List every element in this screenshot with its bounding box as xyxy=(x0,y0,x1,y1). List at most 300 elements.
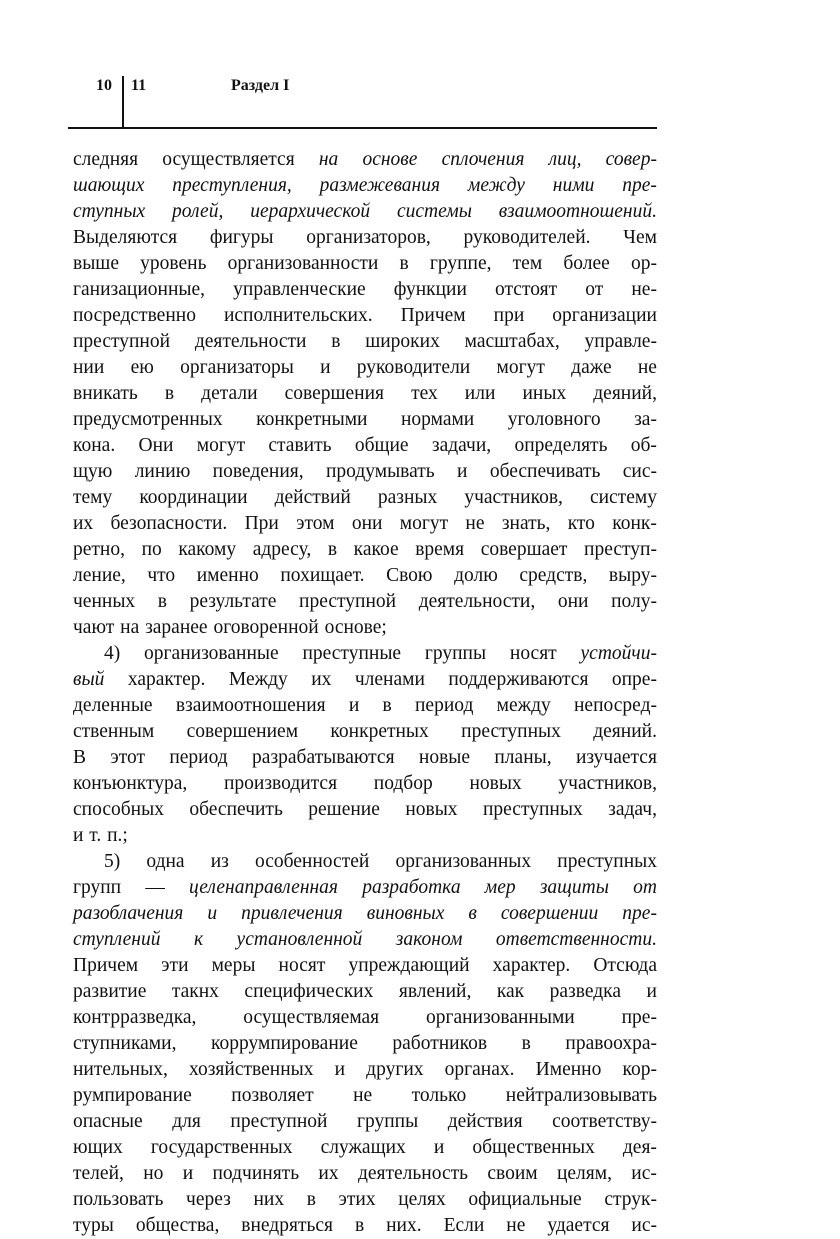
text-line xyxy=(73,1031,657,1057)
word: эти xyxy=(161,955,189,976)
word: и xyxy=(457,461,468,482)
word: взаимоотношения xyxy=(175,695,326,716)
word: обеспечивать xyxy=(489,461,601,482)
word: следняя xyxy=(73,149,139,170)
word: решение xyxy=(308,799,380,820)
text-line xyxy=(73,875,657,901)
word: управленческие xyxy=(233,279,366,300)
word: организованных xyxy=(395,851,532,872)
text-line xyxy=(73,173,657,199)
word: задачи, xyxy=(431,435,492,456)
word: тему xyxy=(73,487,113,508)
word: целях xyxy=(398,1189,446,1210)
text-line xyxy=(73,381,657,407)
text-line xyxy=(73,1213,657,1239)
word: что xyxy=(147,565,176,586)
word: телей, xyxy=(73,1163,124,1184)
word: нии xyxy=(73,357,105,378)
word: детали xyxy=(201,383,258,404)
word: ступниками, xyxy=(73,1033,177,1054)
word: ление, xyxy=(73,565,126,586)
word: общие xyxy=(354,435,409,456)
word: нительных, xyxy=(73,1059,168,1080)
word: сис- xyxy=(622,461,657,482)
word: внедряться xyxy=(241,1215,333,1236)
italic-word: пре- xyxy=(622,903,657,924)
word: своим xyxy=(487,1163,538,1184)
text-line xyxy=(73,719,657,745)
italic-word: размежевания xyxy=(319,175,441,196)
text-line xyxy=(73,329,657,355)
word: них. xyxy=(386,1215,422,1236)
word: непосред- xyxy=(574,695,657,716)
word: руководителей. xyxy=(463,227,591,248)
word: даже xyxy=(571,357,612,378)
word: 5) xyxy=(104,851,121,872)
word: ретно, xyxy=(73,539,125,560)
italic-word: целенаправленная xyxy=(189,877,338,898)
word: ганизационные, xyxy=(73,279,206,300)
word: участников, xyxy=(464,487,563,508)
word: характер. xyxy=(492,955,571,976)
word: не xyxy=(637,357,657,378)
text-line xyxy=(73,745,657,771)
word: преступные xyxy=(302,643,402,664)
word: ею xyxy=(130,357,154,378)
italic-word: в xyxy=(468,903,477,924)
word: меры xyxy=(211,955,256,976)
word: Именно xyxy=(535,1059,602,1080)
word: планы, xyxy=(494,747,552,768)
word: вникать xyxy=(73,383,138,404)
word: заранее xyxy=(145,617,208,638)
word: тем xyxy=(512,253,543,274)
text-line xyxy=(73,901,657,927)
word: деленные xyxy=(73,695,153,716)
word: организации xyxy=(552,305,657,326)
text-line xyxy=(73,641,657,667)
word: Если xyxy=(443,1215,485,1236)
word: именно xyxy=(196,565,259,586)
text-line xyxy=(73,693,657,719)
text-line xyxy=(73,771,657,797)
word: способных xyxy=(73,799,164,820)
word: уровень xyxy=(140,253,207,274)
word: могут xyxy=(196,435,246,456)
header-vertical-rule xyxy=(122,76,124,128)
word: совершения xyxy=(284,383,384,404)
word: государственных xyxy=(150,1137,293,1158)
word: они xyxy=(557,591,589,612)
word: Чем xyxy=(623,227,657,248)
word: руководители xyxy=(356,357,471,378)
word: выру- xyxy=(608,565,657,586)
word: этом xyxy=(296,513,335,534)
word: ственным xyxy=(73,721,155,742)
word: разрабатываются xyxy=(252,747,395,768)
word: носят xyxy=(278,955,326,976)
word: и xyxy=(182,1163,194,1184)
word: период xyxy=(169,747,228,768)
word: исполнительских. xyxy=(223,305,373,326)
word: струк- xyxy=(604,1189,657,1210)
word: новые xyxy=(418,747,471,768)
word: организаторов, xyxy=(306,227,431,248)
text-line xyxy=(73,1161,657,1187)
word: и xyxy=(334,1059,346,1080)
word: подбор xyxy=(373,773,433,794)
word: в xyxy=(521,1033,531,1054)
text-line xyxy=(73,147,657,173)
word: разведка xyxy=(549,981,621,1002)
italic-word: совершении xyxy=(500,903,599,924)
text-line xyxy=(73,927,657,953)
word: для xyxy=(172,1111,201,1132)
word: на xyxy=(120,617,140,638)
word: поведения, xyxy=(212,461,304,482)
word: туры xyxy=(73,1215,114,1236)
word: оговоренной xyxy=(213,617,319,638)
header-horizontal-rule xyxy=(68,127,657,129)
word: посредственно xyxy=(73,305,196,326)
word: организованные xyxy=(144,643,279,664)
word: опре- xyxy=(611,669,657,690)
word: контрразведка, xyxy=(73,1007,197,1028)
word: нормами xyxy=(400,409,475,430)
text-line xyxy=(73,251,657,277)
text-line xyxy=(73,459,657,485)
word: и xyxy=(73,825,84,846)
text-line xyxy=(73,277,657,303)
word: нейтрализовывать xyxy=(505,1085,657,1106)
italic-word: сплочения xyxy=(441,149,525,170)
word: широких xyxy=(365,331,440,352)
word: из xyxy=(210,851,229,872)
word: румпирование xyxy=(73,1085,192,1106)
text-line xyxy=(73,225,657,251)
word: развитие xyxy=(73,981,147,1002)
word: и xyxy=(320,357,331,378)
word: более xyxy=(563,253,610,274)
word: в xyxy=(354,1215,365,1236)
word: предусмотренных xyxy=(73,409,223,430)
word: уголовного xyxy=(507,409,601,430)
text-line xyxy=(73,511,657,537)
word: новых xyxy=(405,799,458,820)
word: масштабах, xyxy=(464,331,560,352)
word: коррумпирование xyxy=(211,1033,358,1054)
word: осуществляется xyxy=(162,149,295,170)
text-line xyxy=(73,303,657,329)
word: конкретных xyxy=(330,721,429,742)
word: характер. xyxy=(127,669,206,690)
word: общества, xyxy=(135,1215,220,1236)
word: упреждающий xyxy=(348,955,470,976)
word: правоохра- xyxy=(565,1033,657,1054)
word: в xyxy=(399,253,409,274)
word: т. xyxy=(89,825,102,846)
word: чают xyxy=(73,617,115,638)
word: в xyxy=(331,331,341,352)
text-line xyxy=(73,433,657,459)
word: 4) xyxy=(104,643,121,664)
word: группы xyxy=(356,1111,419,1132)
word: между xyxy=(496,695,551,716)
word: полу- xyxy=(611,591,657,612)
word: Свою xyxy=(386,565,433,586)
text-line xyxy=(73,199,657,225)
word: ставить xyxy=(268,435,332,456)
italic-word: разоблачения xyxy=(73,903,184,924)
word: конкретными xyxy=(256,409,368,430)
word: похищает. xyxy=(280,565,365,586)
word: групп xyxy=(73,877,122,898)
word: Между xyxy=(228,669,288,690)
text-line xyxy=(73,797,657,823)
word: преступ- xyxy=(584,539,657,560)
word: выше xyxy=(73,253,119,274)
word: но xyxy=(143,1163,164,1184)
word: основе; xyxy=(324,617,387,638)
word: их xyxy=(318,1163,339,1184)
italic-word: ступлений xyxy=(73,929,161,950)
word: в xyxy=(382,695,392,716)
word: действия xyxy=(447,1111,523,1132)
word: определять xyxy=(514,435,608,456)
italic-word: пре- xyxy=(622,175,657,196)
word: пре- xyxy=(621,1007,657,1028)
word: адресу, xyxy=(252,539,312,560)
word: организаторы xyxy=(180,357,294,378)
word: конк- xyxy=(612,513,657,534)
word: при xyxy=(493,305,525,326)
word: деяний. xyxy=(593,721,657,742)
italic-word: защиты xyxy=(539,877,609,898)
word: совершает xyxy=(480,539,568,560)
word: дея- xyxy=(622,1137,657,1158)
word: за- xyxy=(634,409,657,430)
word: результате xyxy=(189,591,277,612)
word: преступной xyxy=(73,331,171,352)
italic-word: виновных xyxy=(366,903,445,924)
word: и xyxy=(433,1137,445,1158)
word: по xyxy=(141,539,162,560)
italic-word: ступных xyxy=(73,201,146,222)
italic-word: привлечения xyxy=(241,903,343,924)
text-line xyxy=(73,537,657,563)
word: управле- xyxy=(584,331,657,352)
text-line xyxy=(73,1005,657,1031)
word: безопасности. xyxy=(110,513,228,534)
word: ис- xyxy=(631,1215,657,1236)
word: и xyxy=(646,981,657,1002)
word: п.; xyxy=(107,825,128,846)
word: соответству- xyxy=(552,1111,657,1132)
word: обеспечить xyxy=(189,799,283,820)
word: Причем xyxy=(73,955,139,976)
word: и xyxy=(348,695,360,716)
text-line xyxy=(73,485,657,511)
word: преступных xyxy=(461,721,561,742)
italic-word: ролей, xyxy=(172,201,224,222)
word: изучается xyxy=(575,747,657,768)
italic-word: устойчи- xyxy=(580,643,657,664)
word: фигуры xyxy=(209,227,274,248)
italic-word: мер xyxy=(484,877,516,898)
word: других xyxy=(366,1059,424,1080)
word: ющих xyxy=(73,1137,123,1158)
word: организованными xyxy=(426,1007,575,1028)
word: кто xyxy=(567,513,595,534)
word: преступной xyxy=(299,591,397,612)
text-line xyxy=(73,1083,657,1109)
word: явлений, xyxy=(398,981,472,1002)
italic-word: преступления, xyxy=(172,175,292,196)
page-number-left: 10 xyxy=(96,77,112,94)
word: ис- xyxy=(631,1163,657,1184)
word: ор- xyxy=(630,253,657,274)
italic-word: ответственности. xyxy=(495,929,657,950)
word: линию xyxy=(134,461,191,482)
text-line xyxy=(73,1109,657,1135)
italic-word: шающих xyxy=(73,175,145,196)
word: систему xyxy=(589,487,657,508)
italic-word: взаимоотношений. xyxy=(498,201,657,222)
page-number-right: 11 xyxy=(131,77,147,94)
word: тех xyxy=(411,383,438,404)
italic-word: на xyxy=(318,149,339,170)
word: служащих xyxy=(320,1137,406,1158)
word: членами xyxy=(354,669,425,690)
word: они xyxy=(351,513,383,534)
word: Выделяются xyxy=(73,227,178,248)
text-line xyxy=(73,355,657,381)
word: носят xyxy=(509,643,557,664)
word: Отсюда xyxy=(593,955,657,976)
word: от xyxy=(585,279,604,300)
text-line xyxy=(73,953,657,979)
word: официальные xyxy=(468,1189,582,1210)
text-line xyxy=(73,979,657,1005)
word: функции xyxy=(393,279,467,300)
word: деятельности xyxy=(194,331,307,352)
word: щую xyxy=(73,461,113,482)
word: подчинять xyxy=(212,1163,300,1184)
italic-word: ними xyxy=(552,175,595,196)
word: знать, xyxy=(501,513,551,534)
word: не- xyxy=(631,279,657,300)
word: их xyxy=(311,669,332,690)
word: долю xyxy=(454,565,498,586)
word: через xyxy=(186,1189,231,1210)
word: организованности xyxy=(227,253,379,274)
word: пользовать xyxy=(73,1189,164,1210)
word: осуществляемая xyxy=(243,1007,380,1028)
word: ченных xyxy=(73,591,136,612)
word: В xyxy=(73,747,87,768)
text-line xyxy=(73,1135,657,1161)
word: в xyxy=(327,539,338,560)
word: удается xyxy=(547,1215,610,1236)
word: не xyxy=(465,513,485,534)
text-line xyxy=(73,407,657,433)
word: Причем xyxy=(400,305,466,326)
italic-word: и xyxy=(207,903,218,924)
section-title: Раздел I xyxy=(231,77,290,94)
italic-word: вый xyxy=(73,669,105,690)
italic-word: разработка xyxy=(362,877,461,898)
word: производится xyxy=(223,773,338,794)
word: новых xyxy=(469,773,522,794)
word: общественных xyxy=(472,1137,595,1158)
word: деятельности, xyxy=(418,591,536,612)
word: деятельность xyxy=(357,1163,469,1184)
word: группе, xyxy=(429,253,492,274)
text-line xyxy=(73,615,657,641)
word: время xyxy=(415,539,465,560)
word: отстоят xyxy=(495,279,558,300)
word: деяний, xyxy=(593,383,657,404)
word: разных xyxy=(377,487,438,508)
text-line xyxy=(73,849,657,875)
word: органах. xyxy=(444,1059,515,1080)
italic-word: от xyxy=(633,877,657,898)
word: хозяйственных xyxy=(188,1059,314,1080)
word: Они xyxy=(138,435,174,456)
word: могут xyxy=(399,513,449,534)
word: только xyxy=(411,1085,467,1106)
italic-word: законом xyxy=(395,929,463,950)
word: период xyxy=(415,695,474,716)
word: или xyxy=(464,383,496,404)
word: координации xyxy=(139,487,248,508)
word: преступных xyxy=(557,851,657,872)
word: поддерживаются xyxy=(448,669,589,690)
word: в xyxy=(164,383,175,404)
word: совершением xyxy=(186,721,299,742)
text-line xyxy=(73,1057,657,1083)
word: одна xyxy=(146,851,185,872)
word: об- xyxy=(630,435,657,456)
word: работников xyxy=(392,1033,488,1054)
word: участников, xyxy=(558,773,657,794)
italic-word: установленной xyxy=(236,929,363,950)
word: специфических xyxy=(244,981,374,1002)
italic-word: основе xyxy=(362,149,418,170)
word: — xyxy=(145,877,165,898)
italic-word: лиц, xyxy=(548,149,582,170)
word: средств, xyxy=(519,565,588,586)
italic-word: иерархической xyxy=(250,201,371,222)
word: как xyxy=(496,981,525,1002)
italic-word: совер- xyxy=(605,149,657,170)
word: преступной xyxy=(230,1111,328,1132)
word: в xyxy=(306,1189,316,1210)
text-line xyxy=(73,563,657,589)
word: иных xyxy=(522,383,567,404)
word: этот xyxy=(110,747,145,768)
italic-word: между xyxy=(467,175,525,196)
word: них xyxy=(253,1189,285,1210)
word: кор- xyxy=(622,1059,657,1080)
body-text xyxy=(73,147,657,1239)
word: позволяет xyxy=(231,1085,314,1106)
word: задач, xyxy=(608,799,657,820)
word: преступных xyxy=(482,799,583,820)
word: особенностей xyxy=(254,851,370,872)
word: действий xyxy=(274,487,351,508)
word: конъюнктура, xyxy=(73,773,188,794)
